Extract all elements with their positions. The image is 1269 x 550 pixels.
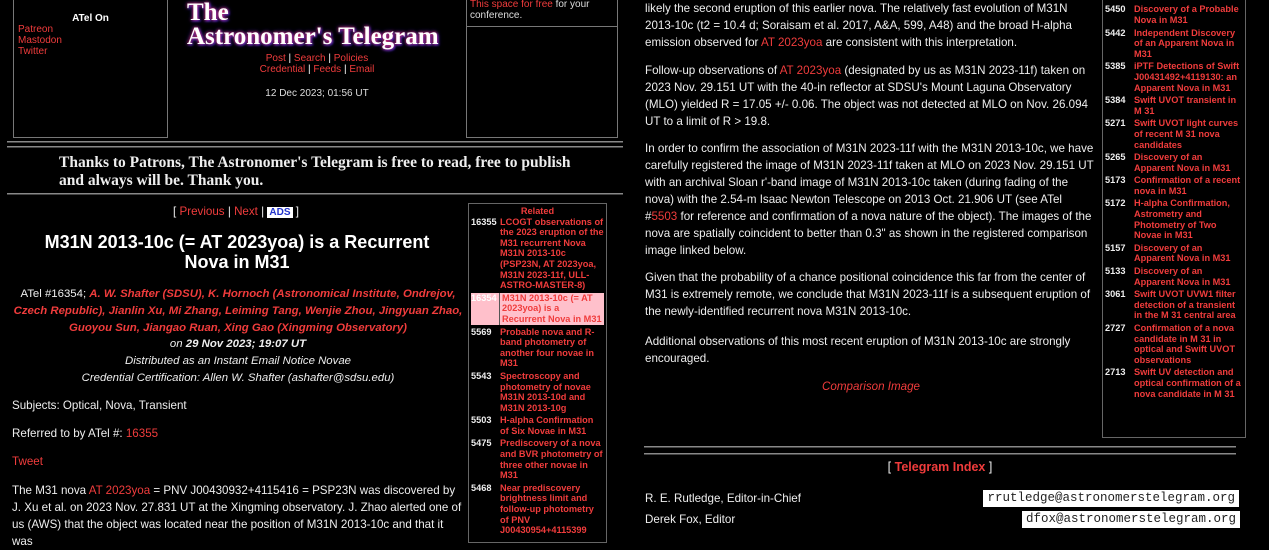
editor-name: Derek Fox, Editor bbox=[645, 513, 736, 526]
related-item-number: 5157 bbox=[1105, 242, 1126, 253]
text: for reference and confirmation of a nova nature of the object). The images of the nova are spatially coincident to better than 0.3" as shown in the registered comparison image linked below. bbox=[645, 210, 1092, 257]
at2023yoa-link[interactable]: AT 2023yoa bbox=[88, 484, 151, 497]
related-item-link[interactable]: Probable nova and R-band photometry of another four novae in M31 bbox=[500, 326, 595, 369]
atel-number: ATel #16354; bbox=[20, 288, 90, 300]
related-item-link[interactable]: Discovery of a Probable Nova in M31 bbox=[1134, 4, 1239, 25]
page-view-top[interactable] bbox=[0, 0, 632, 548]
related-item[interactable] bbox=[471, 483, 604, 536]
divider bbox=[644, 453, 1236, 455]
related-item-link[interactable]: Near prediscovery brightness limit and follow-up photometry of PNV J00430954+4115399 bbox=[500, 482, 594, 536]
site-title-line1: The bbox=[187, 0, 229, 26]
related-item-number: 2727 bbox=[1105, 323, 1126, 333]
related-item-link[interactable]: LCOGT observations of the 2023 eruption of the M31 recurrent Nova M31N 2013-10c (PSP23N, AT 2023yoa, M31N 2023-11f, ULL-ASTRO-MASTER-8) bbox=[500, 216, 604, 291]
paragraph-1 bbox=[12, 482, 462, 550]
text: The M31 nova bbox=[12, 484, 89, 497]
related-item[interactable] bbox=[1105, 266, 1243, 287]
related-item-number bbox=[1105, 0, 1134, 2]
related-item-number: 5442 bbox=[1105, 27, 1126, 38]
related-item-number: 5384 bbox=[1105, 95, 1126, 106]
divider bbox=[7, 141, 623, 143]
at2023yoa-link[interactable]: AT 2023yoa bbox=[779, 64, 842, 77]
related-item[interactable] bbox=[1105, 95, 1243, 116]
related-item[interactable] bbox=[1105, 367, 1243, 399]
ad-link[interactable]: This space for free bbox=[470, 0, 553, 10]
ad-text: for your conference. bbox=[470, 0, 590, 21]
text: likely the second eruption of this earlier nova. The relatively fast evolution of M31N 2013-10c (t2 = 10.4 d; Soraisam et al. 2017, A&A, 599, A48) and the broad H-alpha emission observed for bbox=[645, 2, 1072, 49]
related-item-number: 5133 bbox=[1105, 266, 1126, 277]
paragraph-4: Given that the probability of a chance positional coincidence this far from the center of M31 is extremely remote, we conclude that M31N 2023-11f is a subsequent eruption of the newly-identified recurrent nova M31N 2013-10c. bbox=[645, 271, 1091, 318]
related-item-number: 5265 bbox=[1105, 152, 1126, 163]
current-date: 12 Dec 2023; 01:56 UT bbox=[265, 88, 369, 99]
telegram-index-nav: [ Telegram Index ] bbox=[887, 460, 993, 474]
related-item-number: 16354 bbox=[471, 293, 500, 325]
related-item-number: 5271 bbox=[1105, 118, 1126, 129]
related-item[interactable] bbox=[1105, 175, 1243, 196]
editor-email[interactable]: dfox@astronomerstelegram.org bbox=[1022, 511, 1240, 528]
related-item[interactable] bbox=[1105, 289, 1243, 321]
site-title-line2: Astronomer's Telegram bbox=[187, 23, 439, 50]
on-prefix: on bbox=[169, 338, 186, 351]
page-view-bottom[interactable] bbox=[635, 0, 1269, 532]
related-item-link[interactable]: Swift UVOT UVW1 filter detection of a transient in the M 31 central area bbox=[1134, 289, 1236, 321]
text: are consistent with this interpretation. bbox=[822, 36, 1018, 49]
related-item[interactable] bbox=[1105, 198, 1243, 240]
related-item-link[interactable]: Confirmation of a recent nova in M31 bbox=[1134, 175, 1241, 196]
search-link[interactable]: Search bbox=[293, 53, 326, 64]
related-item-number: 5569 bbox=[471, 326, 492, 337]
atel-5503-link[interactable]: 5503 bbox=[651, 210, 678, 223]
article-date: 29 Nov 2023; 19:07 UT bbox=[185, 338, 307, 351]
previous-link[interactable]: Previous bbox=[179, 205, 225, 218]
related-heading: Related bbox=[520, 206, 555, 216]
related-item-number: 5173 bbox=[1105, 175, 1126, 186]
article-meta bbox=[12, 286, 464, 387]
related-item-link[interactable]: iPTF Detections of Swift J00431492+4119130: an Apparent Nova in M31 bbox=[1134, 61, 1240, 93]
text: Follow-up observations of bbox=[645, 64, 780, 77]
related-item[interactable] bbox=[1105, 243, 1243, 264]
editor-email[interactable]: rrutledge@astronomerstelegram.org bbox=[983, 490, 1239, 507]
patron-banner: Thanks to Patrons, The Astronomer's Telegram is free to read, free to publish and always will be. Thank you. bbox=[59, 154, 571, 189]
email-link[interactable]: Email bbox=[349, 64, 375, 75]
feeds-link[interactable]: Feeds bbox=[313, 64, 342, 75]
tweet-link[interactable]: Tweet bbox=[12, 455, 43, 468]
editor-name: R. E. Rutledge, Editor-in-Chief bbox=[645, 492, 801, 505]
patreon-link[interactable]: Patreon bbox=[18, 24, 54, 35]
related-item-number: 5468 bbox=[471, 482, 492, 493]
credential-link[interactable]: Credential bbox=[259, 64, 306, 75]
related-item[interactable] bbox=[1105, 61, 1243, 93]
related-item-link[interactable]: H-alpha Confirmation of Six Novae in M31 bbox=[500, 415, 594, 436]
prev-next-nav: [ Previous | Next | ADS ] bbox=[173, 205, 299, 218]
text: = PNV J00430932+4115416 = PSP23N was discovered by J. Xu et al. on 2023 Nov. 27.831 UT at the Xingming observatory. J. Zhao alerted one of us (AWS) that the object was located near the position of M31N 2013-10c and that it was bbox=[12, 484, 462, 548]
related-item-number: 3061 bbox=[1105, 289, 1126, 300]
related-item-number: 16355 bbox=[471, 216, 497, 227]
referred-by bbox=[12, 425, 158, 442]
related-item-number: 5475 bbox=[471, 438, 492, 449]
ads-button[interactable]: ADS bbox=[269, 207, 291, 218]
paragraph-1-continued bbox=[645, 0, 1097, 51]
authors-link[interactable]: A. W. Shafter (SDSU), K. Hornoch (Astronomical Institute, Ondrejov, Czech Republic), Jianlin Xu, Mi Zhang, Leiming Tang, Wenjie Zhou, Jingyuan Zhao, Guoyou Sun, Jiangao Ruan, Xing Gao (Xingming Observatory) bbox=[13, 288, 463, 334]
related-item-link[interactable]: Independent Discovery of an Apparent Nova in M31 bbox=[1134, 27, 1236, 59]
referred-label: Referred to by ATel #: bbox=[12, 427, 126, 440]
related-item-link[interactable]: M31N 2013-10c (= AT 2023yoa) is a Recurrent Nova in M31 bbox=[502, 292, 602, 324]
related-item[interactable] bbox=[471, 438, 604, 480]
telegram-index-link[interactable]: Telegram Index bbox=[894, 460, 986, 474]
divider bbox=[644, 446, 1236, 448]
related-item[interactable] bbox=[1105, 118, 1243, 150]
related-list bbox=[468, 203, 607, 543]
related-item-link[interactable]: Spectroscopy and photometry of novae M31N 2013-10d and M31N 2013-10g bbox=[500, 370, 591, 413]
next-link[interactable]: Next bbox=[234, 205, 258, 218]
related-list-continued bbox=[1102, 0, 1246, 438]
related-item[interactable] bbox=[471, 293, 604, 325]
related-item-link[interactable]: Swift UV detection and optical confirmation of a nova candidate in M 31 bbox=[1134, 367, 1241, 399]
related-item-link[interactable]: Discovery of an Apparent Nova in M31 bbox=[1134, 242, 1231, 264]
related-item[interactable] bbox=[471, 217, 604, 291]
related-item[interactable] bbox=[471, 371, 604, 413]
ad-box bbox=[466, 0, 618, 138]
atel-on-label: ATel On bbox=[72, 13, 109, 24]
related-item-link[interactable]: Swift UVOT light curves of recent M 31 nova candidates bbox=[1134, 118, 1239, 150]
policies-link[interactable]: Policies bbox=[333, 53, 369, 64]
related-item-link[interactable]: H-alpha Confirmation, Astrometry and Photometry of Two Novae in M31 bbox=[1134, 198, 1230, 241]
related-item-number: 5543 bbox=[471, 370, 492, 381]
related-item-link[interactable]: Confirmation of a nova candidate in M 31 in optical and Swift UVOT observations bbox=[1134, 323, 1236, 365]
related-item[interactable] bbox=[1105, 0, 1243, 2]
related-item[interactable] bbox=[1105, 323, 1243, 365]
text: In order to confirm the association of M31N 2023-11f with the M31N 2013-10c, we have carefully registered the image of M31N 2023-11f taken at MLO on 2023 Nov. 29.151 UT with an archival Sloan r'-band image of M31N 2013-10c taken (during fading of the nova) with the 2.54-m Isaac Newton Telescope on 2013 Oct. 21.906 UT (see ATel # bbox=[645, 142, 1094, 223]
subjects: Subjects: Optical, Nova, Transient bbox=[12, 399, 187, 412]
distributed-text: Distributed as an Instant Email Notice Novae bbox=[124, 355, 352, 368]
related-item-link[interactable]: Swift UVOT transient in M 31 bbox=[1134, 95, 1237, 116]
referred-link[interactable]: 16355 bbox=[125, 427, 159, 440]
header-nav: Post | Search | Policies Credential | Feeds | Email 12 Dec 2023; 01:56 UT bbox=[168, 53, 466, 99]
paragraph-2 bbox=[645, 62, 1097, 130]
article-title: M31N 2013-10c (= AT 2023yoa) is a Recurrent Nova in M31 bbox=[44, 232, 430, 272]
paragraph-5: Additional observations of this most recent eruption of M31N 2013-10c are strongly encouraged. bbox=[645, 335, 1071, 365]
related-item[interactable] bbox=[471, 415, 604, 436]
related-item-number: 5450 bbox=[1105, 4, 1126, 15]
divider bbox=[7, 193, 623, 195]
mastodon-link[interactable]: Mastodon bbox=[18, 35, 62, 46]
comparison-image-link[interactable]: Comparison Image bbox=[822, 380, 920, 393]
paragraph-3 bbox=[645, 140, 1097, 259]
related-item-link[interactable]: Discovery of an Apparent Nova in M31 bbox=[1134, 152, 1231, 173]
related-item[interactable] bbox=[1105, 4, 1243, 25]
twitter-link[interactable]: Twitter bbox=[18, 46, 48, 57]
related-item-number: 5172 bbox=[1105, 198, 1126, 209]
related-item-number: 2713 bbox=[1105, 367, 1126, 378]
related-item-link[interactable]: Discovery of an Apparent Nova in M31 bbox=[1134, 266, 1231, 287]
related-item-number: 5503 bbox=[471, 415, 492, 426]
related-item[interactable] bbox=[471, 327, 604, 369]
related-item-number: 5385 bbox=[1105, 61, 1126, 72]
related-item-link[interactable]: Prediscovery of a nova and BVR photometry of three other novae in M31 bbox=[500, 438, 603, 481]
divider bbox=[7, 146, 623, 148]
post-link[interactable]: Post bbox=[265, 53, 286, 64]
text: (designated by us as M31N 2023-11f) taken on 2023 Nov. 29.151 UT with the 40-in reflector at SDSU's Mount Laguna Observatory (MLO) yielded R = 17.05 +/- 0.06. The object was not detected at MLO on Nov. 26.094 UT to a limit of R > 19.8. bbox=[645, 64, 1088, 128]
related-item[interactable] bbox=[1105, 28, 1243, 60]
related-item[interactable] bbox=[1105, 152, 1243, 173]
related-item-link[interactable] bbox=[1134, 0, 1243, 2]
credential-text: Credential Certification: Allen W. Shafter (ashafter@sdsu.edu) bbox=[81, 371, 395, 384]
at2023yoa-link[interactable]: AT 2023yoa bbox=[761, 36, 823, 49]
social-box bbox=[13, 0, 168, 138]
